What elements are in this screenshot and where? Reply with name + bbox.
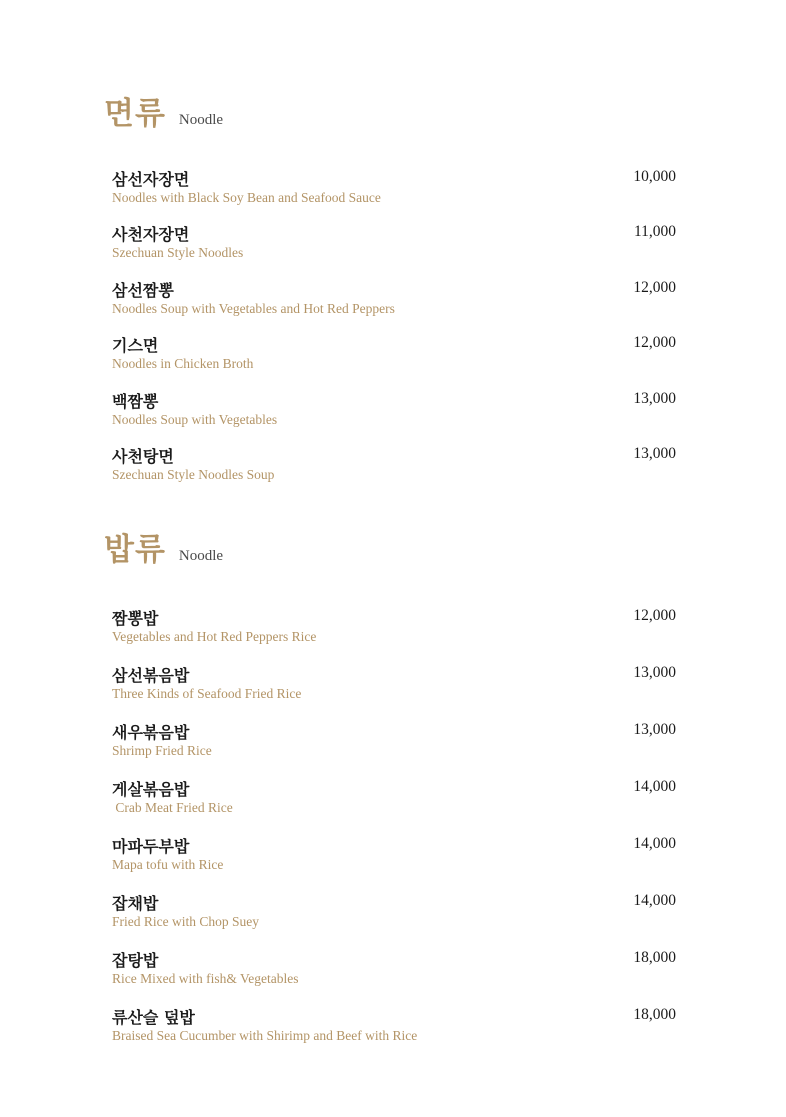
section-header-noodle bbox=[104, 88, 223, 133]
item-description: Szechuan Style Noodles Soup bbox=[112, 467, 275, 482]
item-name: 삼선짬뽕 bbox=[112, 281, 174, 300]
menu-item bbox=[112, 777, 678, 825]
item-description: Szechuan Style Noodles bbox=[112, 245, 244, 260]
item-price: 12,000 bbox=[633, 279, 676, 296]
menu-item bbox=[112, 891, 678, 939]
item-price: 12,000 bbox=[633, 334, 676, 351]
item-price: 14,000 bbox=[633, 835, 676, 852]
item-price: 13,000 bbox=[633, 664, 676, 681]
menu-item bbox=[112, 222, 678, 270]
section-title-ko: 면류 bbox=[104, 96, 166, 132]
menu-item bbox=[112, 834, 678, 882]
item-price: 13,000 bbox=[633, 721, 676, 738]
menu-item bbox=[112, 1005, 678, 1053]
item-description: Shrimp Fried Rice bbox=[112, 743, 212, 758]
item-price: 18,000 bbox=[633, 949, 676, 966]
item-name: 류산슬 덮밥 bbox=[112, 1008, 195, 1027]
item-name: 게살볶음밥 bbox=[112, 780, 190, 799]
menu-item bbox=[112, 278, 678, 326]
item-name: 잡채밥 bbox=[112, 894, 159, 913]
item-name: 기스면 bbox=[112, 336, 159, 355]
item-name: 백짬뽕 bbox=[112, 392, 159, 411]
item-name: 새우볶음밥 bbox=[112, 723, 190, 742]
item-name: 사천자장면 bbox=[112, 225, 190, 244]
item-description: Crab Meat Fried Rice bbox=[112, 800, 233, 815]
item-price: 10,000 bbox=[633, 168, 676, 185]
item-name: 마파두부밥 bbox=[112, 837, 190, 856]
item-description: Mapa tofu with Rice bbox=[112, 857, 224, 872]
item-price: 12,000 bbox=[633, 607, 676, 624]
item-price: 13,000 bbox=[633, 445, 676, 462]
item-description: Noodles Soup with Vegetables bbox=[112, 412, 278, 427]
menu-item bbox=[112, 333, 678, 381]
item-description: Noodles with Black Soy Bean and Seafood Sauce bbox=[112, 190, 381, 205]
menu-item bbox=[112, 663, 678, 711]
item-description: Noodles in Chicken Broth bbox=[112, 356, 254, 371]
item-price: 18,000 bbox=[633, 1006, 676, 1023]
item-description: Rice Mixed with fish& Vegetables bbox=[112, 971, 299, 986]
section-title-en: Noodle bbox=[178, 548, 224, 564]
menu-item bbox=[112, 444, 678, 492]
item-name: 잡탕밥 bbox=[112, 951, 159, 970]
section-header-rice bbox=[104, 524, 223, 569]
menu-item bbox=[112, 606, 678, 654]
item-name: 짬뽕밥 bbox=[112, 609, 159, 628]
item-description: Three Kinds of Seafood Fried Rice bbox=[112, 686, 302, 701]
menu-item bbox=[112, 167, 678, 215]
section-title-ko: 밥류 bbox=[104, 532, 166, 568]
section-title-en: Noodle bbox=[178, 112, 224, 128]
item-price: 14,000 bbox=[633, 778, 676, 795]
menu-item bbox=[112, 389, 678, 437]
item-price: 14,000 bbox=[633, 892, 676, 909]
item-description: Fried Rice with Chop Suey bbox=[112, 914, 259, 929]
menu-item bbox=[112, 948, 678, 996]
item-price: 11,000 bbox=[633, 223, 676, 240]
item-name: 삼선자장면 bbox=[112, 170, 190, 189]
item-description: Braised Sea Cucumber with Shirimp and Beef with Rice bbox=[112, 1028, 418, 1043]
item-description: Noodles Soup with Vegetables and Hot Red Peppers bbox=[112, 301, 395, 316]
item-description: Vegetables and Hot Red Peppers Rice bbox=[112, 629, 317, 644]
item-price: 13,000 bbox=[633, 390, 676, 407]
item-name: 삼선볶음밥 bbox=[112, 666, 190, 685]
item-name: 사천탕면 bbox=[112, 447, 174, 466]
menu-item bbox=[112, 720, 678, 768]
